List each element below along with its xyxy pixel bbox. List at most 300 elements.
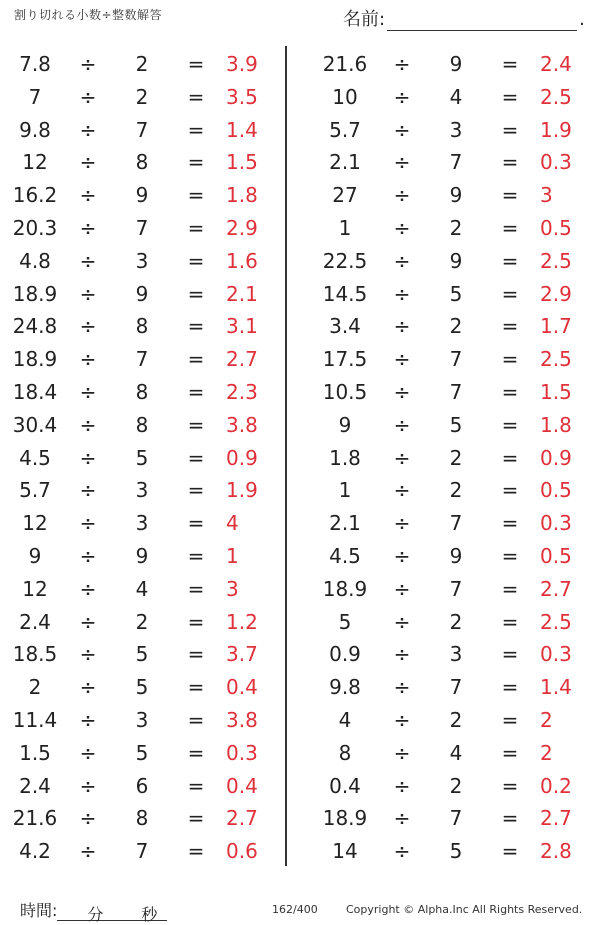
equals-sign: = bbox=[187, 511, 205, 536]
answer: 2.3 bbox=[226, 379, 258, 404]
divide-sign: ÷ bbox=[393, 511, 411, 536]
divide-sign: ÷ bbox=[393, 412, 411, 437]
answer: 2.9 bbox=[226, 215, 258, 240]
equals-sign: = bbox=[501, 215, 519, 240]
dividend: 18.9 bbox=[12, 281, 58, 306]
equals-sign: = bbox=[187, 412, 205, 437]
dividend: 18.5 bbox=[12, 642, 58, 667]
divide-sign: ÷ bbox=[79, 576, 97, 601]
divisor: 2 bbox=[449, 445, 463, 470]
divisor: 2 bbox=[449, 215, 463, 240]
divisor: 7 bbox=[135, 347, 149, 372]
equals-sign: = bbox=[187, 183, 205, 208]
answer: 2.9 bbox=[540, 281, 572, 306]
problem-row bbox=[0, 409, 300, 442]
dividend: 21.6 bbox=[12, 806, 58, 831]
divisor: 5 bbox=[135, 675, 149, 700]
answer: 3.9 bbox=[226, 52, 258, 76]
dividend: 7.8 bbox=[19, 52, 51, 76]
divisor: 9 bbox=[135, 543, 149, 568]
answer: 0.3 bbox=[540, 642, 572, 667]
problem-row bbox=[300, 638, 600, 671]
worksheet-title: 割り切れる小数÷整数解答 bbox=[14, 8, 163, 22]
name-field[interactable] bbox=[343, 5, 585, 31]
divide-sign: ÷ bbox=[393, 117, 411, 142]
problem-row bbox=[0, 802, 300, 835]
answer: 0.9 bbox=[540, 445, 572, 470]
divide-sign: ÷ bbox=[393, 248, 411, 273]
divisor: 7 bbox=[449, 675, 463, 700]
seconds-label: 秒 bbox=[141, 905, 158, 924]
divide-sign: ÷ bbox=[79, 183, 97, 208]
problem-row bbox=[300, 507, 600, 540]
problem-row bbox=[0, 606, 300, 639]
equals-sign: = bbox=[187, 445, 205, 470]
equals-sign: = bbox=[187, 609, 205, 634]
divisor: 5 bbox=[449, 839, 463, 864]
problem-row bbox=[300, 48, 600, 81]
equals-sign: = bbox=[501, 806, 519, 831]
divisor: 7 bbox=[449, 379, 463, 404]
dividend: 9.8 bbox=[329, 675, 361, 700]
divide-sign: ÷ bbox=[393, 773, 411, 798]
divisor: 9 bbox=[135, 281, 149, 306]
answer: 2.7 bbox=[540, 806, 572, 831]
divisor: 9 bbox=[449, 543, 463, 568]
problem-row bbox=[0, 376, 300, 409]
problem-row bbox=[300, 343, 600, 376]
divisor: 5 bbox=[449, 281, 463, 306]
dividend: 4 bbox=[338, 707, 352, 732]
divisor: 2 bbox=[449, 609, 463, 634]
equals-sign: = bbox=[501, 576, 519, 601]
divide-sign: ÷ bbox=[79, 281, 97, 306]
equals-sign: = bbox=[501, 183, 519, 208]
dividend: 7 bbox=[28, 84, 42, 109]
copyright: Copyright © Alpha.Inc All Rights Reserved. bbox=[346, 903, 583, 916]
answer: 1.5 bbox=[226, 150, 258, 175]
problem-row bbox=[300, 442, 600, 475]
divisor: 4 bbox=[449, 740, 463, 765]
dividend: 10 bbox=[332, 84, 358, 109]
problem-row bbox=[300, 179, 600, 212]
equals-sign: = bbox=[187, 675, 205, 700]
divide-sign: ÷ bbox=[79, 445, 97, 470]
divide-sign: ÷ bbox=[79, 52, 97, 76]
dividend: 4.5 bbox=[19, 445, 51, 470]
answer: 2.5 bbox=[540, 609, 572, 634]
divisor: 9 bbox=[449, 248, 463, 273]
answer: 0.3 bbox=[226, 740, 258, 765]
divisor: 7 bbox=[449, 511, 463, 536]
problem-row bbox=[300, 474, 600, 507]
divisor: 5 bbox=[449, 412, 463, 437]
equals-sign: = bbox=[501, 84, 519, 109]
dividend: 1 bbox=[338, 215, 352, 240]
problem-row bbox=[0, 48, 300, 81]
divisor: 5 bbox=[135, 740, 149, 765]
divisor: 2 bbox=[449, 314, 463, 339]
problem-row bbox=[0, 212, 300, 245]
dividend: 10.5 bbox=[322, 379, 368, 404]
divide-sign: ÷ bbox=[393, 215, 411, 240]
divisor: 8 bbox=[135, 314, 149, 339]
dividend: 3.4 bbox=[329, 314, 361, 339]
problem-row bbox=[0, 638, 300, 671]
name-underline bbox=[387, 12, 577, 31]
answer: 1.2 bbox=[226, 609, 258, 634]
divisor: 8 bbox=[135, 412, 149, 437]
divide-sign: ÷ bbox=[393, 314, 411, 339]
dividend: 1.8 bbox=[329, 445, 361, 470]
divisor: 4 bbox=[135, 576, 149, 601]
divide-sign: ÷ bbox=[79, 543, 97, 568]
divide-sign: ÷ bbox=[393, 576, 411, 601]
problem-row bbox=[0, 278, 300, 311]
problem-row bbox=[300, 606, 600, 639]
dividend: 4.2 bbox=[19, 839, 51, 864]
equals-sign: = bbox=[501, 478, 519, 503]
problem-row bbox=[300, 835, 600, 868]
minutes-label: 分 bbox=[87, 905, 104, 924]
problem-row bbox=[300, 81, 600, 114]
answer: 0.4 bbox=[226, 675, 258, 700]
equals-sign: = bbox=[501, 707, 519, 732]
divisor: 8 bbox=[135, 150, 149, 175]
answer: 0.3 bbox=[540, 150, 572, 175]
answer: 0.9 bbox=[226, 445, 258, 470]
divisor: 7 bbox=[449, 347, 463, 372]
dividend: 5 bbox=[338, 609, 352, 634]
equals-sign: = bbox=[187, 839, 205, 864]
divide-sign: ÷ bbox=[393, 839, 411, 864]
problem-row bbox=[300, 573, 600, 606]
divisor: 8 bbox=[135, 379, 149, 404]
answer: 3.7 bbox=[226, 642, 258, 667]
equals-sign: = bbox=[501, 642, 519, 667]
equals-sign: = bbox=[501, 52, 519, 76]
divisor: 2 bbox=[135, 52, 149, 76]
answer: 3 bbox=[540, 183, 553, 208]
problem-row bbox=[0, 573, 300, 606]
divisor: 4 bbox=[449, 84, 463, 109]
divide-sign: ÷ bbox=[79, 675, 97, 700]
dividend: 0.9 bbox=[329, 642, 361, 667]
divisor: 9 bbox=[449, 183, 463, 208]
problem-row bbox=[300, 671, 600, 704]
dividend: 5.7 bbox=[329, 117, 361, 142]
time-field bbox=[20, 898, 167, 924]
equals-sign: = bbox=[501, 281, 519, 306]
equals-sign: = bbox=[187, 248, 205, 273]
dividend: 4.8 bbox=[19, 248, 51, 273]
divide-sign: ÷ bbox=[79, 806, 97, 831]
divide-sign: ÷ bbox=[393, 707, 411, 732]
equals-sign: = bbox=[187, 150, 205, 175]
divisor: 7 bbox=[449, 150, 463, 175]
divide-sign: ÷ bbox=[79, 609, 97, 634]
answer: 1.6 bbox=[226, 248, 258, 273]
problem-row bbox=[0, 343, 300, 376]
left-problem-column bbox=[0, 48, 300, 868]
divide-sign: ÷ bbox=[393, 281, 411, 306]
divide-sign: ÷ bbox=[79, 707, 97, 732]
problem-row bbox=[0, 474, 300, 507]
problem-row bbox=[0, 671, 300, 704]
divide-sign: ÷ bbox=[79, 314, 97, 339]
divisor: 9 bbox=[449, 52, 463, 76]
divide-sign: ÷ bbox=[393, 150, 411, 175]
divide-sign: ÷ bbox=[393, 379, 411, 404]
problem-row bbox=[300, 737, 600, 770]
dividend: 12 bbox=[22, 150, 48, 175]
equals-sign: = bbox=[187, 52, 205, 76]
problem-row bbox=[0, 245, 300, 278]
dividend: 9.8 bbox=[19, 117, 51, 142]
divisor: 5 bbox=[135, 445, 149, 470]
divide-sign: ÷ bbox=[79, 412, 97, 437]
divisor: 7 bbox=[449, 806, 463, 831]
divisor: 7 bbox=[135, 839, 149, 864]
dividend: 14 bbox=[332, 839, 358, 864]
answer: 0.3 bbox=[540, 511, 572, 536]
dividend: 9 bbox=[28, 543, 42, 568]
problem-row bbox=[0, 179, 300, 212]
answer: 3 bbox=[226, 576, 239, 601]
divide-sign: ÷ bbox=[79, 740, 97, 765]
answer: 4 bbox=[226, 511, 239, 536]
dividend: 2.4 bbox=[19, 773, 51, 798]
equals-sign: = bbox=[501, 511, 519, 536]
answer: 3.1 bbox=[226, 314, 258, 339]
equals-sign: = bbox=[501, 412, 519, 437]
divisor: 8 bbox=[135, 806, 149, 831]
divide-sign: ÷ bbox=[393, 478, 411, 503]
divide-sign: ÷ bbox=[393, 675, 411, 700]
problem-row bbox=[0, 704, 300, 737]
dividend: 12 bbox=[22, 576, 48, 601]
dividend: 11.4 bbox=[12, 707, 58, 732]
problem-row bbox=[0, 540, 300, 573]
divisor: 5 bbox=[135, 642, 149, 667]
divide-sign: ÷ bbox=[79, 248, 97, 273]
answer: 0.2 bbox=[540, 773, 572, 798]
problem-row bbox=[0, 146, 300, 179]
divisor: 2 bbox=[135, 609, 149, 634]
divide-sign: ÷ bbox=[393, 543, 411, 568]
dividend: 30.4 bbox=[12, 412, 58, 437]
equals-sign: = bbox=[501, 248, 519, 273]
problem-row bbox=[300, 212, 600, 245]
divisor: 7 bbox=[135, 117, 149, 142]
answer: 1.8 bbox=[226, 183, 258, 208]
divide-sign: ÷ bbox=[79, 478, 97, 503]
answer: 2.7 bbox=[226, 806, 258, 831]
dividend: 12 bbox=[22, 511, 48, 536]
divisor: 3 bbox=[135, 511, 149, 536]
equals-sign: = bbox=[501, 347, 519, 372]
time-blank[interactable] bbox=[57, 904, 167, 924]
dividend: 18.9 bbox=[12, 347, 58, 372]
dividend: 2 bbox=[28, 675, 42, 700]
divide-sign: ÷ bbox=[79, 215, 97, 240]
equals-sign: = bbox=[501, 379, 519, 404]
problem-row bbox=[0, 835, 300, 868]
problem-row bbox=[300, 114, 600, 147]
dividend: 14.5 bbox=[322, 281, 368, 306]
divide-sign: ÷ bbox=[393, 806, 411, 831]
divide-sign: ÷ bbox=[393, 84, 411, 109]
dividend: 18.9 bbox=[322, 576, 368, 601]
answer: 2.4 bbox=[540, 52, 572, 76]
answer: 1.8 bbox=[540, 412, 572, 437]
equals-sign: = bbox=[187, 543, 205, 568]
answer: 2.5 bbox=[540, 84, 572, 109]
divide-sign: ÷ bbox=[79, 84, 97, 109]
divisor: 7 bbox=[135, 215, 149, 240]
divisor: 3 bbox=[135, 248, 149, 273]
equals-sign: = bbox=[187, 642, 205, 667]
divide-sign: ÷ bbox=[79, 642, 97, 667]
equals-sign: = bbox=[501, 839, 519, 864]
divisor: 3 bbox=[135, 707, 149, 732]
equals-sign: = bbox=[501, 675, 519, 700]
problem-row bbox=[0, 507, 300, 540]
equals-sign: = bbox=[187, 347, 205, 372]
problem-row bbox=[300, 146, 600, 179]
equals-sign: = bbox=[187, 117, 205, 142]
problem-row bbox=[300, 245, 600, 278]
equals-sign: = bbox=[187, 576, 205, 601]
dividend: 21.6 bbox=[322, 52, 368, 76]
dividend: 2.1 bbox=[329, 150, 361, 175]
divide-sign: ÷ bbox=[79, 150, 97, 175]
divide-sign: ÷ bbox=[79, 117, 97, 142]
answer: 0.5 bbox=[540, 543, 572, 568]
answer: 2 bbox=[540, 740, 553, 765]
dividend: 20.3 bbox=[12, 215, 58, 240]
divide-sign: ÷ bbox=[393, 642, 411, 667]
divide-sign: ÷ bbox=[393, 740, 411, 765]
right-problem-column bbox=[300, 48, 600, 868]
divide-sign: ÷ bbox=[393, 347, 411, 372]
answer: 0.4 bbox=[226, 773, 258, 798]
equals-sign: = bbox=[187, 215, 205, 240]
answer: 1 bbox=[226, 543, 239, 568]
dividend: 22.5 bbox=[322, 248, 368, 273]
dividend: 24.8 bbox=[12, 314, 58, 339]
divide-sign: ÷ bbox=[393, 52, 411, 76]
equals-sign: = bbox=[187, 478, 205, 503]
name-end-mark: . bbox=[579, 9, 585, 30]
answer: 2.1 bbox=[226, 281, 258, 306]
equals-sign: = bbox=[501, 543, 519, 568]
equals-sign: = bbox=[501, 773, 519, 798]
divisor: 3 bbox=[135, 478, 149, 503]
answer: 3.8 bbox=[226, 707, 258, 732]
problem-row bbox=[0, 737, 300, 770]
equals-sign: = bbox=[187, 314, 205, 339]
problem-row bbox=[300, 409, 600, 442]
answer: 1.4 bbox=[540, 675, 572, 700]
dividend: 18.9 bbox=[322, 806, 368, 831]
dividend: 9 bbox=[338, 412, 352, 437]
answer: 0.5 bbox=[540, 478, 572, 503]
problem-row bbox=[300, 540, 600, 573]
divide-sign: ÷ bbox=[393, 183, 411, 208]
answer: 0.6 bbox=[226, 839, 258, 864]
divide-sign: ÷ bbox=[393, 445, 411, 470]
answer: 1.5 bbox=[540, 379, 572, 404]
divisor: 2 bbox=[449, 773, 463, 798]
dividend: 16.2 bbox=[12, 183, 58, 208]
answer: 2 bbox=[540, 707, 553, 732]
equals-sign: = bbox=[187, 806, 205, 831]
dividend: 4.5 bbox=[329, 543, 361, 568]
answer: 2.5 bbox=[540, 248, 572, 273]
divide-sign: ÷ bbox=[393, 609, 411, 634]
name-label: 名前: bbox=[343, 9, 386, 30]
equals-sign: = bbox=[501, 740, 519, 765]
page-number: 162/400 bbox=[272, 903, 318, 916]
problem-row bbox=[300, 310, 600, 343]
problem-row bbox=[0, 81, 300, 114]
divisor: 2 bbox=[135, 84, 149, 109]
equals-sign: = bbox=[187, 84, 205, 109]
time-label: 時間: bbox=[20, 901, 58, 920]
equals-sign: = bbox=[501, 445, 519, 470]
divisor: 2 bbox=[449, 707, 463, 732]
dividend: 1.5 bbox=[19, 740, 51, 765]
dividend: 2.4 bbox=[19, 609, 51, 634]
equals-sign: = bbox=[501, 314, 519, 339]
problem-row bbox=[300, 802, 600, 835]
equals-sign: = bbox=[501, 117, 519, 142]
dividend: 27 bbox=[332, 183, 358, 208]
equals-sign: = bbox=[187, 740, 205, 765]
problem-row bbox=[300, 278, 600, 311]
divide-sign: ÷ bbox=[79, 511, 97, 536]
problem-row bbox=[300, 704, 600, 737]
answer: 2.7 bbox=[540, 576, 572, 601]
dividend: 1 bbox=[338, 478, 352, 503]
dividend: 17.5 bbox=[322, 347, 368, 372]
answer: 0.5 bbox=[540, 215, 572, 240]
divide-sign: ÷ bbox=[79, 839, 97, 864]
answer: 1.7 bbox=[540, 314, 572, 339]
problem-row bbox=[0, 114, 300, 147]
dividend: 2.1 bbox=[329, 511, 361, 536]
divisor: 2 bbox=[449, 478, 463, 503]
problem-row bbox=[300, 770, 600, 803]
equals-sign: = bbox=[187, 281, 205, 306]
divisor: 6 bbox=[135, 773, 149, 798]
dividend: 5.7 bbox=[19, 478, 51, 503]
answer: 1.9 bbox=[540, 117, 572, 142]
equals-sign: = bbox=[187, 379, 205, 404]
problem-row bbox=[300, 376, 600, 409]
equals-sign: = bbox=[501, 150, 519, 175]
dividend: 0.4 bbox=[329, 773, 361, 798]
divide-sign: ÷ bbox=[79, 379, 97, 404]
dividend: 18.4 bbox=[12, 379, 58, 404]
equals-sign: = bbox=[187, 773, 205, 798]
divide-sign: ÷ bbox=[79, 773, 97, 798]
divisor: 3 bbox=[449, 117, 463, 142]
dividend: 8 bbox=[338, 740, 352, 765]
problem-row bbox=[0, 442, 300, 475]
answer: 3.8 bbox=[226, 412, 258, 437]
